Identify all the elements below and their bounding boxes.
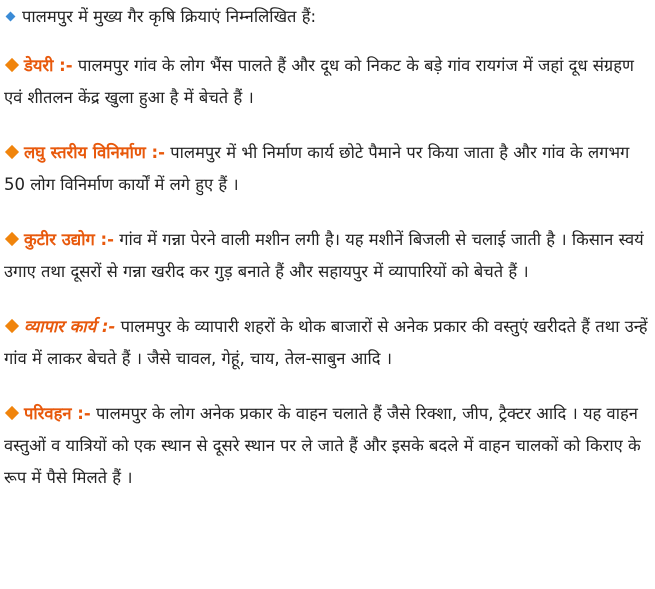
- section-body: गांव में गन्ना पेरने वाली मशीन लगी है। यह मशीनें बिजली से चलाई जाती है । किसान स्वयं उगाए तथा दूसरों से गन्ना खरीद कर गुड़ बनाते हैं और सहायपुर में व्यापारियों को बेचते हैं ।: [4, 230, 644, 281]
- section-heading: परिवहन :-: [24, 404, 91, 423]
- section-transport: [4, 398, 649, 494]
- blue-diamond-bullet-icon: [6, 12, 16, 22]
- section-heading: लघु स्तरीय विनिर्माण :-: [24, 143, 165, 162]
- orange-diamond-bullet-icon: [5, 145, 19, 159]
- orange-diamond-bullet-icon: [5, 232, 19, 246]
- orange-diamond-bullet-icon: [5, 406, 19, 420]
- section-cottage-industry: [4, 224, 649, 288]
- section-body: पालमपुर के व्यापारी शहरों के थोक बाजारों से अनेक प्रकार की वस्तुएं खरीदते हैं तथा उन्हें गांव में लाकर बेचते हैं । जैसे चावल, गेहूं, चाय, तेल-साबुन आदि ।: [4, 317, 648, 368]
- section-trade: [4, 311, 649, 375]
- section-body: पालमपुर में भी निर्माण कार्य छोटे पैमाने पर किया जाता है और गांव के लगभग 50 लोग विनिर्माण कार्यों में लगे हुए हैं ।: [4, 143, 630, 194]
- section-body: पालमपुर गांव के लोग भैंस पालते हैं और दूध को निकट के बड़े गांव रायगंज में जहां दूध संग्रहण एवं शीतलन केंद्र खुला हुआ है में बेचते हैं ।: [4, 56, 634, 107]
- section-body: पालमपुर के लोग अनेक प्रकार के वाहन चलाते हैं जैसे रिक्शा, जीप, ट्रैक्टर आदि । यह वाहन वस्तुओं व यात्रियों को एक स्थान से दूसरे स्थान पर ले जाते हैं और इसके बदले में वाहन चालकों को किराए के रूप में पैसे मिलते हैं ।: [4, 404, 641, 487]
- section-heading: डेयरी :-: [24, 56, 73, 75]
- section-heading: व्यापार कार्य :-: [24, 317, 116, 336]
- intro-line: [4, 4, 649, 30]
- section-heading: कुटीर उद्योग :-: [24, 230, 114, 249]
- intro-text: पालमपुर में मुख्य गैर कृषि क्रियाएं निम्नलिखित हैं:: [22, 7, 317, 26]
- orange-diamond-bullet-icon: [5, 319, 19, 333]
- orange-diamond-bullet-icon: [5, 58, 19, 72]
- section-small-scale-manufacturing: [4, 137, 649, 201]
- section-dairy: [4, 50, 649, 114]
